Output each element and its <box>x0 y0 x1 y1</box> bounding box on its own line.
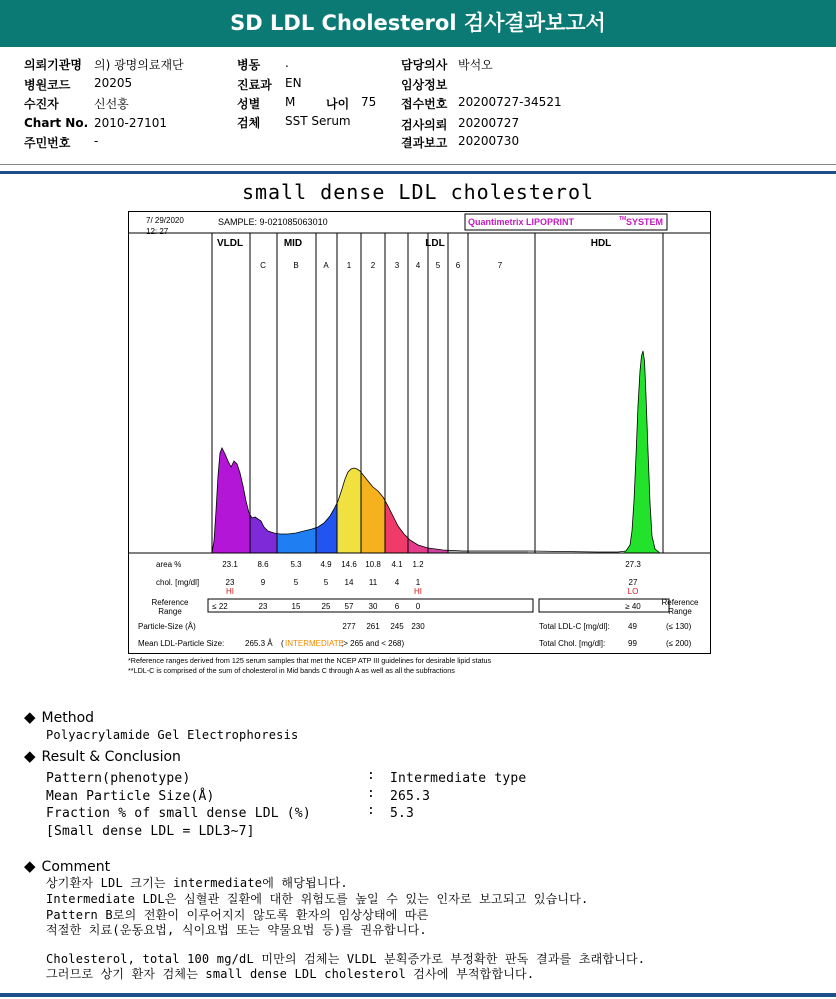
chol-value: 27 <box>628 578 638 587</box>
chol-value: 4 <box>394 578 400 587</box>
comment-line: 상기환자 LDL 크기는 intermediate에 해당됩니다. <box>46 876 348 890</box>
chol-value: 23 <box>225 578 235 587</box>
band-label-c: C <box>260 261 266 270</box>
patient-value: 신선홍 <box>94 97 129 111</box>
area-value: 5.3 <box>290 560 302 569</box>
band-label-3: 3 <box>394 261 400 270</box>
chart-brand-tm: TM <box>619 216 627 222</box>
age-label: 나이 <box>326 97 350 111</box>
ref-label-2: Range <box>158 607 182 616</box>
patient-label: 수진자 <box>24 97 59 111</box>
chart-date: 7/ 29/2020 <box>146 216 184 225</box>
agency-value: 의) 광명의료재단 <box>94 58 184 72</box>
ref-value: 23 <box>258 602 268 611</box>
band-label-2: 2 <box>370 261 376 270</box>
ref-value: 57 <box>344 602 354 611</box>
department-value: EN <box>285 76 302 90</box>
ref-value-hdl: ≥ 40 <box>625 602 641 611</box>
hospital-code-value: 20205 <box>94 76 133 90</box>
request-date-label: 검사의뢰 <box>401 118 448 132</box>
receipt-no-label: 접수번호 <box>401 97 448 111</box>
report-title: SD LDL Cholesterol 검사결과보고서 <box>0 0 836 47</box>
flag-ldl: HI <box>414 587 422 596</box>
clinical-info-label: 임상정보 <box>401 78 448 92</box>
diamond-icon: ◆ <box>24 747 36 765</box>
group-label-mid: MID <box>283 238 303 249</box>
comment-line: Cholesterol, total 100 mg/dL 미만의 검체는 VLDL 분획증가로 부정확한 판독 결과를 초래합니다. <box>46 952 646 966</box>
chart-svg <box>128 211 711 676</box>
group-label-vldl: VLDL <box>216 238 244 249</box>
chart-time: 12: 27 <box>146 227 169 236</box>
particle-size-label: Particle-Size (Å) <box>138 622 196 631</box>
mean-size-value: 265.3 Å <box>245 639 273 648</box>
ward-label: 병동 <box>237 58 261 72</box>
divider <box>0 164 836 165</box>
total-ldl-label: Total LDL-C [mg/dl]: <box>539 622 610 631</box>
hospital-code-label: 병원코드 <box>24 78 71 92</box>
ref-label-right-1: Reference <box>661 598 699 607</box>
ref-label-1: Reference <box>151 598 189 607</box>
sex-value: M <box>285 95 296 109</box>
area-value: 4.9 <box>320 560 332 569</box>
total-ldl-value: 49 <box>628 622 637 631</box>
ref-value: 25 <box>321 602 331 611</box>
ref-value: ≤ 22 <box>212 602 228 611</box>
band-label-1: 1 <box>346 261 352 270</box>
area-value: 23.1 <box>222 560 238 569</box>
total-chol-ref: (≤ 200) <box>666 639 692 648</box>
particle-size-value: 277 <box>342 622 356 631</box>
result-label: Mean Particle Size(Å) <box>46 789 215 804</box>
ref-value: 30 <box>368 602 378 611</box>
result-sep: : <box>367 768 376 783</box>
result-heading: ◆ Result & Conclusion <box>24 747 181 765</box>
resident-no-value: - <box>94 134 99 148</box>
ward-value: . <box>285 56 289 70</box>
band-label-6: 6 <box>455 261 461 270</box>
bottom-rule <box>0 993 836 997</box>
result-sep: : <box>367 786 376 801</box>
result-value: 265.3 <box>390 789 431 804</box>
row-label-chol: chol. [mg/dl] <box>156 578 200 587</box>
specimen-label: 검체 <box>237 116 261 130</box>
area-value: 14.6 <box>341 560 357 569</box>
ref-value: 6 <box>394 602 400 611</box>
request-date-value: 20200727 <box>458 116 520 130</box>
mean-paren: ( <box>281 639 284 648</box>
result-label: Fraction % of small dense LDL (%) <box>46 806 311 821</box>
chart-sample: SAMPLE: 9-021085063010 <box>218 217 328 227</box>
method-text: Polyacrylamide Gel Electrophoresis <box>46 728 299 742</box>
band-label-5: 5 <box>435 261 441 270</box>
ref-value: 15 <box>291 602 301 611</box>
chol-value: 1 <box>415 578 421 587</box>
result-label: Pattern(phenotype) <box>46 771 191 786</box>
diamond-icon: ◆ <box>24 708 36 726</box>
flag-vldl: HI <box>226 587 234 596</box>
area-value: 4.1 <box>391 560 403 569</box>
flag-hdl: LO <box>627 587 639 596</box>
chol-value: 5 <box>293 578 299 587</box>
chart-title: small dense LDL cholesterol <box>241 180 595 204</box>
particle-size-value: 245 <box>390 622 404 631</box>
ref-value: 0 <box>415 602 421 611</box>
specimen-value: SST Serum <box>285 114 351 128</box>
receipt-no-value: 20200727-34521 <box>458 95 562 109</box>
chol-value: 5 <box>323 578 329 587</box>
chart-brand: Quantimetrix LIPOPRINT <box>468 217 575 227</box>
age-value: 75 <box>361 95 377 109</box>
group-label-hdl: HDL <box>590 238 612 249</box>
comment-line: Pattern B로의 전환이 이루어지지 않도록 환자의 임상상태에 따른 <box>46 908 429 922</box>
mean-size-label: Mean LDL-Particle Size: <box>138 639 225 648</box>
result-note: [Small dense LDL = LDL3~7] <box>46 824 255 839</box>
divider-blue <box>0 171 836 174</box>
chart-brand-suffix: SYSTEM <box>626 217 664 227</box>
doctor-value: 박석오 <box>458 58 493 72</box>
department-label: 진료과 <box>237 78 272 92</box>
area-value: 1.2 <box>412 560 424 569</box>
row-label-area: area % <box>156 560 182 569</box>
resident-no-label: 주민번호 <box>24 136 71 150</box>
comment-line: 적절한 치료(운동요법, 식이요법 또는 약물요법 등)를 권유합니다. <box>46 923 427 937</box>
total-chol-value: 99 <box>628 639 637 648</box>
chol-value: 11 <box>368 578 378 587</box>
electrophoresis-chart <box>128 211 711 676</box>
total-ldl-ref: (≤ 130) <box>666 622 692 631</box>
method-heading: ◆ Method <box>24 708 95 726</box>
patient-info <box>0 56 836 164</box>
comment-line: 그러므로 상기 환자 검체는 small dense LDL cholesterol 검사에 부적합합니다. <box>46 967 535 981</box>
doctor-label: 담당의사 <box>401 58 448 72</box>
report-date-label: 결과보고 <box>401 136 448 150</box>
particle-size-value: 261 <box>366 622 380 631</box>
mean-size-type: INTERMEDIATE <box>285 639 344 648</box>
area-value: 27.3 <box>625 560 641 569</box>
chol-value: 14 <box>344 578 354 587</box>
band-label-b: B <box>293 261 299 270</box>
report-date-value: 20200730 <box>458 134 520 148</box>
band-label-7: 7 <box>497 261 503 270</box>
comment-line: Intermediate LDL은 심혈관 질환에 대한 위험도를 높일 수 있는 인자로 보고되고 있습니다. <box>46 892 589 906</box>
chol-value: 9 <box>260 578 266 587</box>
comment-heading: ◆ Comment <box>24 857 111 875</box>
agency-label: 의뢰기관명 <box>24 58 82 72</box>
mean-size-rule: ;> 265 and < 268) <box>341 639 405 648</box>
result-value: Intermediate type <box>390 771 527 786</box>
result-sep: : <box>367 803 376 818</box>
sex-label: 성별 <box>237 97 261 111</box>
footnote-1: *Reference ranges derived from 125 serum samples that met the NCEP ATP III guidelines for desirable lipid status <box>128 656 492 665</box>
area-value: 8.6 <box>257 560 269 569</box>
total-chol-label: Total Chol. [mg/dl]: <box>539 639 606 648</box>
area-value: 10.8 <box>365 560 381 569</box>
diamond-icon: ◆ <box>24 857 36 875</box>
particle-size-value: 230 <box>411 622 425 631</box>
chart-no-label: Chart No. <box>24 116 89 130</box>
band-label-a: A <box>323 261 329 270</box>
group-label-ldl: LDL <box>425 238 445 249</box>
footnote-2: **LDL-C is comprised of the sum of cholesterol in Mid bands C through A as well as all the subfractions <box>128 666 455 675</box>
chart-no-value: 2010-27101 <box>94 116 168 130</box>
ref-label-right-2: Range <box>668 607 692 616</box>
band-label-4: 4 <box>415 261 421 270</box>
result-value: 5.3 <box>390 806 415 821</box>
